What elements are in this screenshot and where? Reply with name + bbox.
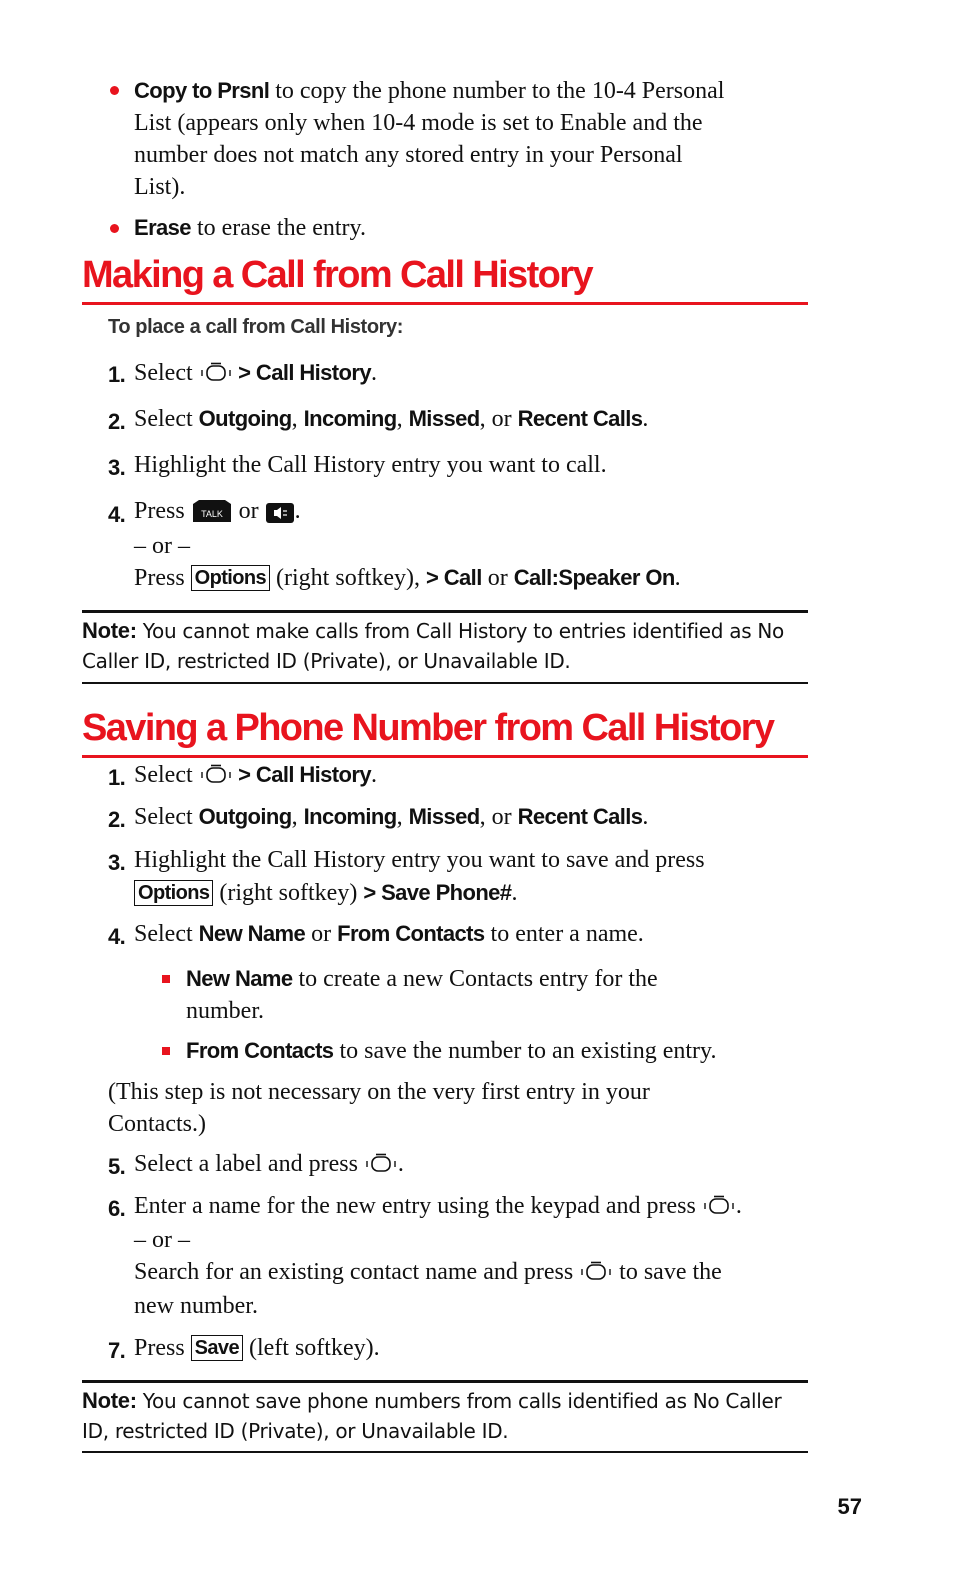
bullet-copy-to-prsnl [134, 75, 814, 203]
menu-ok-key-icon [702, 1195, 736, 1224]
note-text: You cannot save phone numbers from calls identified as No Caller [136, 1389, 782, 1413]
step-number: 3. [108, 455, 126, 480]
step-text [134, 498, 301, 531]
step-text-part: Select [134, 406, 199, 432]
save-softkey-label: Save [191, 1335, 243, 1361]
svg-text:TALK: TALK [200, 509, 223, 519]
step-number: 1. [108, 765, 126, 790]
heading-underline [82, 302, 808, 305]
menu-ok-key-icon [199, 764, 233, 793]
bullet-text: to erase the entry. [190, 215, 366, 241]
step-number: 3. [108, 850, 126, 875]
note-top-rule [82, 610, 808, 613]
option-incoming: Incoming [303, 406, 397, 431]
step-text-part: Select a label and press [134, 1151, 364, 1177]
note-bottom-rule [82, 682, 808, 684]
note-text: ID, restricted ID (Private), or Unavailable ID. [82, 1419, 509, 1443]
step-text: Highlight the Call History entry you want to save and press [134, 847, 705, 873]
note-bottom-rule [82, 1451, 808, 1453]
bullet-text: to save the number to an existing entry. [333, 1038, 717, 1064]
section-heading-saving-number: Saving a Phone Number from Call History [82, 707, 774, 749]
speaker-key-icon [265, 502, 295, 531]
note-text: Caller ID, restricted ID (Private), or Unavailable ID. [82, 649, 571, 673]
bullet-text: to create a new Contacts entry for the [292, 966, 658, 992]
step-text-part: to save the [613, 1259, 722, 1285]
step-text-part: Select [134, 921, 199, 947]
step-text-part: . [370, 360, 377, 386]
menu-path: > Call History [232, 360, 371, 385]
options-softkey-label: Options [134, 880, 213, 906]
step-text-part: (left softkey). [242, 1335, 380, 1361]
section-heading-making-call: Making a Call from Call History [82, 254, 592, 296]
option-recent-calls: Recent Calls [517, 804, 643, 829]
step-number: 6. [108, 1196, 126, 1221]
bullet-text: List). [134, 174, 186, 200]
step-text-part: (right softkey), [270, 565, 426, 591]
page-number: 57 [837, 1494, 862, 1519]
bullet-text: number. [186, 998, 264, 1024]
bullet-dot [110, 224, 119, 233]
step-text-part: , [396, 406, 409, 432]
bullet-text: to copy the phone number to the 10-4 Personal [269, 78, 725, 104]
step-text [134, 804, 648, 831]
step-text-part: , or [479, 804, 518, 830]
heading-underline [82, 755, 808, 758]
step-text [134, 880, 517, 907]
step-text: Highlight the Call History entry you want to call. [134, 452, 607, 478]
step-text [134, 565, 681, 592]
options-softkey-label: Options [191, 565, 270, 591]
step-text: new number. [134, 1293, 258, 1319]
step-text-part: (right softkey) [213, 880, 364, 906]
option-call: > Call [426, 565, 482, 590]
sub-bullet-square [162, 975, 170, 983]
term-copy-to-prsnl: Copy to Prsnl [134, 78, 270, 103]
step-text-part: , [291, 406, 304, 432]
option-missed: Missed [408, 804, 480, 829]
step-text-part: , or [479, 406, 518, 432]
sub-bullet-from-contacts [186, 1035, 716, 1067]
step-text-part: . [294, 498, 301, 524]
paren-text: (This step is not necessary on the very first entry in your [108, 1079, 650, 1105]
step-number: 1. [108, 362, 126, 387]
step-number: 4. [108, 502, 126, 527]
step-text-part: to enter a name. [484, 921, 644, 947]
step-text-part: . [735, 1193, 742, 1219]
step-text-part: Select [134, 762, 199, 788]
step-text-part: Select [134, 360, 199, 386]
option-call-speaker-on: Call:Speaker On [513, 565, 675, 590]
term-from-contacts: From Contacts [186, 1038, 334, 1063]
option-outgoing: Outgoing [198, 406, 292, 431]
step-text-part: , [396, 804, 409, 830]
term-new-name: New Name [186, 966, 293, 991]
step-text [134, 1335, 380, 1362]
option-outgoing: Outgoing [198, 804, 292, 829]
bullet-erase [134, 212, 366, 244]
or-separator: – or – [134, 1227, 190, 1253]
step-number: 7. [108, 1338, 126, 1363]
or-separator: – or – [134, 533, 190, 559]
step-text [134, 762, 377, 793]
sub-bullet-new-name [186, 963, 658, 1027]
option-missed: Missed [408, 406, 480, 431]
bullet-text: List (appears only when 10-4 mode is set to Enable and the [134, 110, 703, 136]
note-top-rule [82, 1380, 808, 1383]
step-number: 5. [108, 1154, 126, 1179]
step-text-part: Press [134, 565, 191, 591]
step-text-part: or [481, 565, 514, 591]
step-text-part: or [305, 921, 338, 947]
option-from-contacts: From Contacts [337, 921, 485, 946]
step-number: 2. [108, 409, 126, 434]
step-text-part: , [291, 804, 304, 830]
paren-text: Contacts.) [108, 1111, 206, 1137]
option-recent-calls: Recent Calls [517, 406, 643, 431]
option-incoming: Incoming [303, 804, 397, 829]
option-new-name: New Name [198, 921, 306, 946]
menu-ok-key-icon [579, 1261, 613, 1290]
note-label: Note: [82, 1388, 137, 1413]
bullet-dot [110, 86, 119, 95]
step-text [134, 1259, 722, 1290]
step-text-part: or [232, 498, 265, 524]
bullet-text: number does not match any stored entry in your Personal [134, 142, 683, 168]
note-box [82, 616, 808, 676]
section-intro: To place a call from Call History: [108, 316, 404, 338]
step-text-part: . [370, 762, 377, 788]
step-text-part: . [642, 804, 649, 830]
note-text: You cannot make calls from Call History to entries identified as No [136, 619, 784, 643]
option-save-phone: > Save Phone# [363, 880, 512, 905]
step-text [134, 1151, 404, 1182]
step-text-part: . [674, 565, 681, 591]
step-text-part: Search for an existing contact name and press [134, 1259, 580, 1285]
step-text-part: Select [134, 804, 199, 830]
note-box [82, 1386, 808, 1446]
step-text-part: Press [134, 1335, 191, 1361]
step-number: 2. [108, 807, 126, 832]
step-text [134, 360, 377, 391]
step-text-part: . [397, 1151, 404, 1177]
step-text-part: . [642, 406, 649, 432]
term-erase: Erase [134, 215, 191, 240]
note-label: Note: [82, 618, 137, 643]
sub-bullet-square [162, 1047, 170, 1055]
parenthetical-note [108, 1076, 650, 1140]
step-text [134, 406, 648, 433]
step-text-part: Press [134, 498, 191, 524]
menu-ok-key-icon [364, 1153, 398, 1182]
talk-key-icon [191, 498, 233, 531]
step-text [134, 1193, 742, 1224]
step-text-part: . [511, 880, 518, 906]
step-text [134, 921, 644, 948]
menu-ok-key-icon [199, 362, 233, 391]
step-number: 4. [108, 924, 126, 949]
menu-path: > Call History [232, 762, 371, 787]
step-text-part: Enter a name for the new entry using the keypad and press [134, 1193, 702, 1219]
